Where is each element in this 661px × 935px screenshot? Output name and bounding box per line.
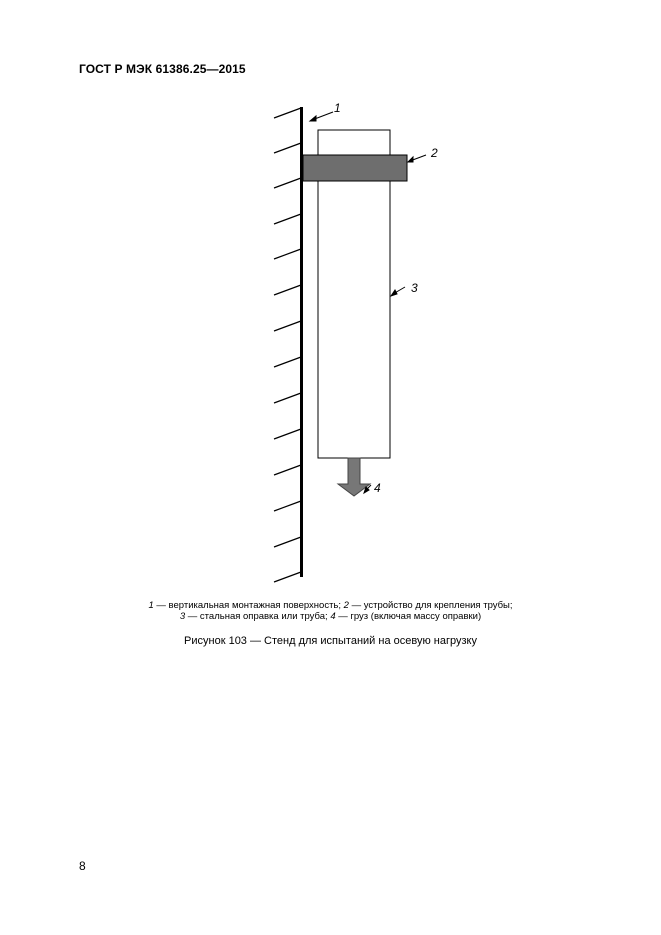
legend-line-2 [0,611,661,622]
legend-num: 2 [343,600,349,611]
figure-legend [0,600,661,622]
leader-1 [310,112,333,121]
document-header: ГОСТ Р МЭК 61386.25—2015 [79,62,246,76]
callout-3: 3 [411,281,418,295]
legend-text: — груз (включая массу оправки) [335,611,482,622]
leader-2 [408,155,426,162]
legend-text: — стальная оправка или труба; [185,611,331,622]
callout-4: 4 [374,481,381,495]
callout-2: 2 [431,146,438,160]
leader-3 [391,287,405,296]
wall-hatching [274,108,301,582]
legend-num: 1 [148,600,154,611]
legend-num: 4 [330,611,336,622]
legend-text: — устройство для крепления трубы; [348,600,513,611]
legend-num: 3 [179,611,186,622]
legend-text: — вертикальная монтажная поверхность; [153,600,344,611]
page-number: 8 [79,859,86,873]
callout-1: 1 [334,101,341,115]
legend-line-1 [0,600,661,611]
figure-title: Рисунок 103 — Стенд для испытаний на осевую нагрузку [184,635,477,647]
clamping-device [303,155,407,181]
